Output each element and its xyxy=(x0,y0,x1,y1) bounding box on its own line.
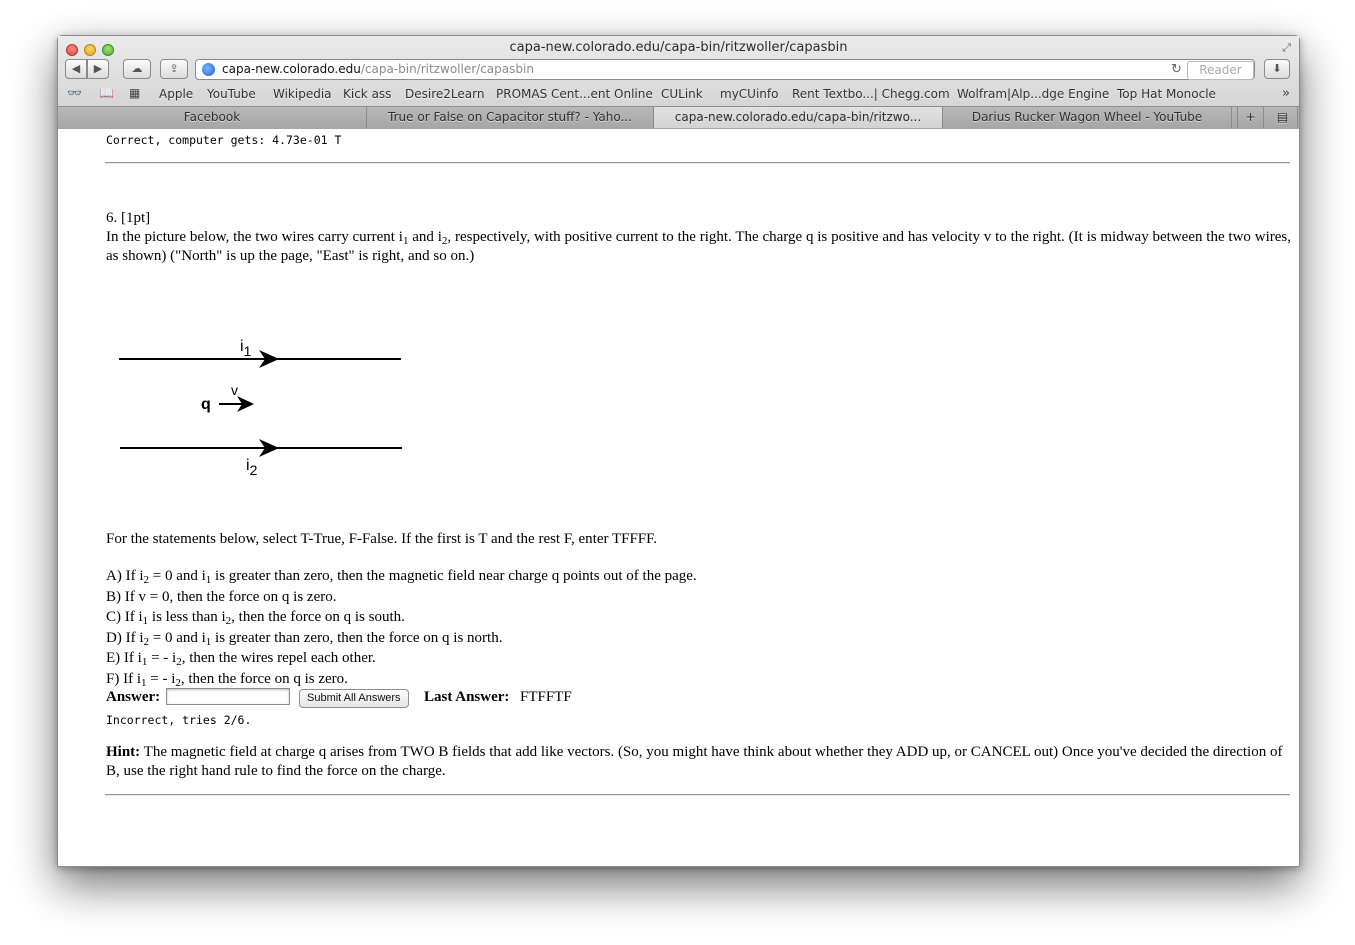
bookmark-apple[interactable]: Apple xyxy=(159,87,194,101)
back-button[interactable] xyxy=(65,59,87,79)
bookmark-chegg[interactable]: Rent Textbo...| Chegg.com xyxy=(792,87,950,101)
statement-text: A) If i xyxy=(106,568,144,584)
statement-text: = 0 and i xyxy=(149,568,206,584)
downloads-icon: ⬇ xyxy=(1272,62,1282,75)
browser-window xyxy=(57,35,1300,867)
wires-figure xyxy=(113,289,413,478)
window-title: capa-new.colorado.edu/capa-bin/ritzwoller/capasbin xyxy=(509,40,848,55)
statement-text: E) If i xyxy=(106,650,142,666)
tab-overview-button[interactable] xyxy=(1268,107,1298,128)
label-i1: i1 xyxy=(240,338,252,359)
last-answer-label: Last Answer: xyxy=(424,689,510,705)
browser-chrome xyxy=(58,36,1299,129)
tab-youtube[interactable]: Darius Rucker Wagon Wheel - YouTube xyxy=(943,107,1232,128)
previous-result: Correct, computer gets: 4.73e-01 T xyxy=(106,133,342,147)
subscript: 1 xyxy=(141,656,148,668)
statement-text: = 0 and i xyxy=(149,629,206,646)
bookmarks-bar xyxy=(58,84,1299,104)
back-arrow-icon: ◀ xyxy=(71,62,81,75)
url-text[interactable] xyxy=(222,62,534,76)
hint-text: The magnetic field at charge q arises from TWO B fields that add like vectors. (So, you might have think about whether they ADD up, or CANCEL out) Once you've decided the direction of B, use the right hand rule to find the force on the charge. xyxy=(106,744,1283,779)
url-path: /capa-bin/ritzwoller/capasbin xyxy=(360,62,534,76)
bookmark-promas[interactable]: PROMAS Cent...ent Online xyxy=(496,87,653,101)
statement-list xyxy=(106,566,697,689)
subscript: 1 xyxy=(402,235,409,247)
cloud-icon: ☁ xyxy=(131,62,143,75)
subscript: 1 xyxy=(141,676,147,689)
fullscreen-icon[interactable]: ⤢ xyxy=(1282,41,1291,54)
title-bar xyxy=(58,36,1299,58)
question-intro xyxy=(106,228,1291,266)
statement-text: D) If i xyxy=(106,629,144,646)
globe-icon xyxy=(202,63,215,76)
address-bar[interactable] xyxy=(195,59,1255,80)
answer-label: Answer: xyxy=(106,689,161,705)
statement-text: C) If i xyxy=(106,609,143,625)
statement-b xyxy=(106,587,697,608)
attempt-status: Incorrect, tries 2/6. xyxy=(106,713,252,727)
tab-facebook[interactable]: Facebook xyxy=(58,107,367,128)
submit-all-answers-button[interactable]: Submit All Answers xyxy=(299,689,409,708)
top-sites-grid-icon[interactable]: ▦ xyxy=(129,86,141,100)
page-content xyxy=(58,129,1299,866)
statement-text: F) If i xyxy=(106,670,141,687)
bookmark-wikipedia[interactable]: Wikipedia xyxy=(273,87,332,101)
statement-text: , then the force on q is south. xyxy=(231,609,405,625)
label-v: v xyxy=(231,382,238,398)
bookmark-kick-ass[interactable]: Kick ass xyxy=(343,87,392,101)
divider xyxy=(105,162,1290,164)
tab-bar xyxy=(58,106,1299,129)
share-button[interactable] xyxy=(160,59,188,79)
hint xyxy=(106,743,1291,781)
statement-text: , then the wires repel each other. xyxy=(181,650,376,666)
statement-c xyxy=(106,607,697,628)
statement-text: is greater than zero, then the force on q is north. xyxy=(211,629,503,646)
reader-button[interactable]: Reader xyxy=(1187,61,1254,80)
statement-text: B) If v = 0, then the force on q is zero. xyxy=(106,588,337,605)
divider xyxy=(105,794,1290,796)
bookmark-desire2learn[interactable]: Desire2Learn xyxy=(405,87,485,101)
subscript: 1 xyxy=(205,635,212,648)
intro-text: , respectively, with positive current to the right. The charge q is positive and has velocity v to the right. (It is midway between the two wires, as shown) ("North" is up the page, "East" is right, and so on.) xyxy=(106,229,1291,264)
subscript: 2 xyxy=(176,656,182,668)
subscript: 2 xyxy=(143,635,149,648)
more-bookmarks-icon[interactable]: » xyxy=(1282,86,1290,101)
last-answer-value: FTFFTF xyxy=(520,689,572,705)
statement-text: = - i xyxy=(146,670,176,687)
label-i2: i2 xyxy=(246,457,258,478)
statement-f xyxy=(106,669,697,690)
statement-text: = - i xyxy=(147,650,177,666)
question-header: 6. [1pt] xyxy=(106,210,151,226)
subscript: 2 xyxy=(441,235,448,247)
bookmark-youtube[interactable]: YouTube xyxy=(207,87,256,101)
reload-icon[interactable]: ↻ xyxy=(1171,62,1182,77)
bookmark-mycuinfo[interactable]: myCUinfo xyxy=(720,87,779,101)
plus-icon: + xyxy=(1245,110,1256,124)
reading-list-icon[interactable]: 👓 xyxy=(67,86,82,100)
url-host: capa-new.colorado.edu xyxy=(222,62,361,76)
instructions: For the statements below, select T-True, F-False. If the first is T and the rest F, enter TFFFF. xyxy=(106,531,658,547)
subscript: 2 xyxy=(175,676,181,689)
statement-text: is greater than zero, then the magnetic field near charge q points out of the page. xyxy=(211,568,697,584)
share-icon: ⇪ xyxy=(169,62,179,75)
intro-text: and i xyxy=(408,229,442,245)
intro-text: In the picture below, the two wires carry current i xyxy=(106,229,403,245)
bookmarks-book-icon[interactable]: 📖 xyxy=(99,86,114,100)
statement-text: , then the force on q is zero. xyxy=(180,670,348,687)
statement-a xyxy=(106,566,697,587)
new-tab-button[interactable] xyxy=(1237,107,1264,128)
forward-arrow-icon: ▶ xyxy=(93,62,103,75)
statement-d xyxy=(106,628,697,649)
statement-e xyxy=(106,648,697,669)
subscript: 1 xyxy=(142,615,149,627)
subscript: 2 xyxy=(225,615,232,627)
bookmark-wolfram[interactable]: Wolfram|Alp...dge Engine xyxy=(957,87,1110,101)
bookmark-culink[interactable]: CULink xyxy=(661,87,703,101)
answer-input[interactable] xyxy=(166,688,290,705)
tab-capa[interactable]: capa-new.colorado.edu/capa-bin/ritzwo... xyxy=(654,107,943,128)
label-q: q xyxy=(201,396,211,413)
subscript: 1 xyxy=(205,574,212,586)
tab-yahoo-answers[interactable]: True or False on Capacitor stuff? - Yaho... xyxy=(367,107,654,128)
bookmark-top-hat[interactable]: Top Hat Monocle xyxy=(1117,87,1216,101)
downloads-button[interactable] xyxy=(1264,59,1290,79)
tab-list-icon: ▤ xyxy=(1276,110,1289,124)
toolbar xyxy=(58,58,1299,84)
icloud-tabs-button[interactable] xyxy=(123,59,151,79)
subscript: 2 xyxy=(143,574,149,586)
hint-label: Hint: xyxy=(106,744,141,760)
forward-button[interactable] xyxy=(87,59,109,79)
statement-text: is less than i xyxy=(148,609,226,625)
